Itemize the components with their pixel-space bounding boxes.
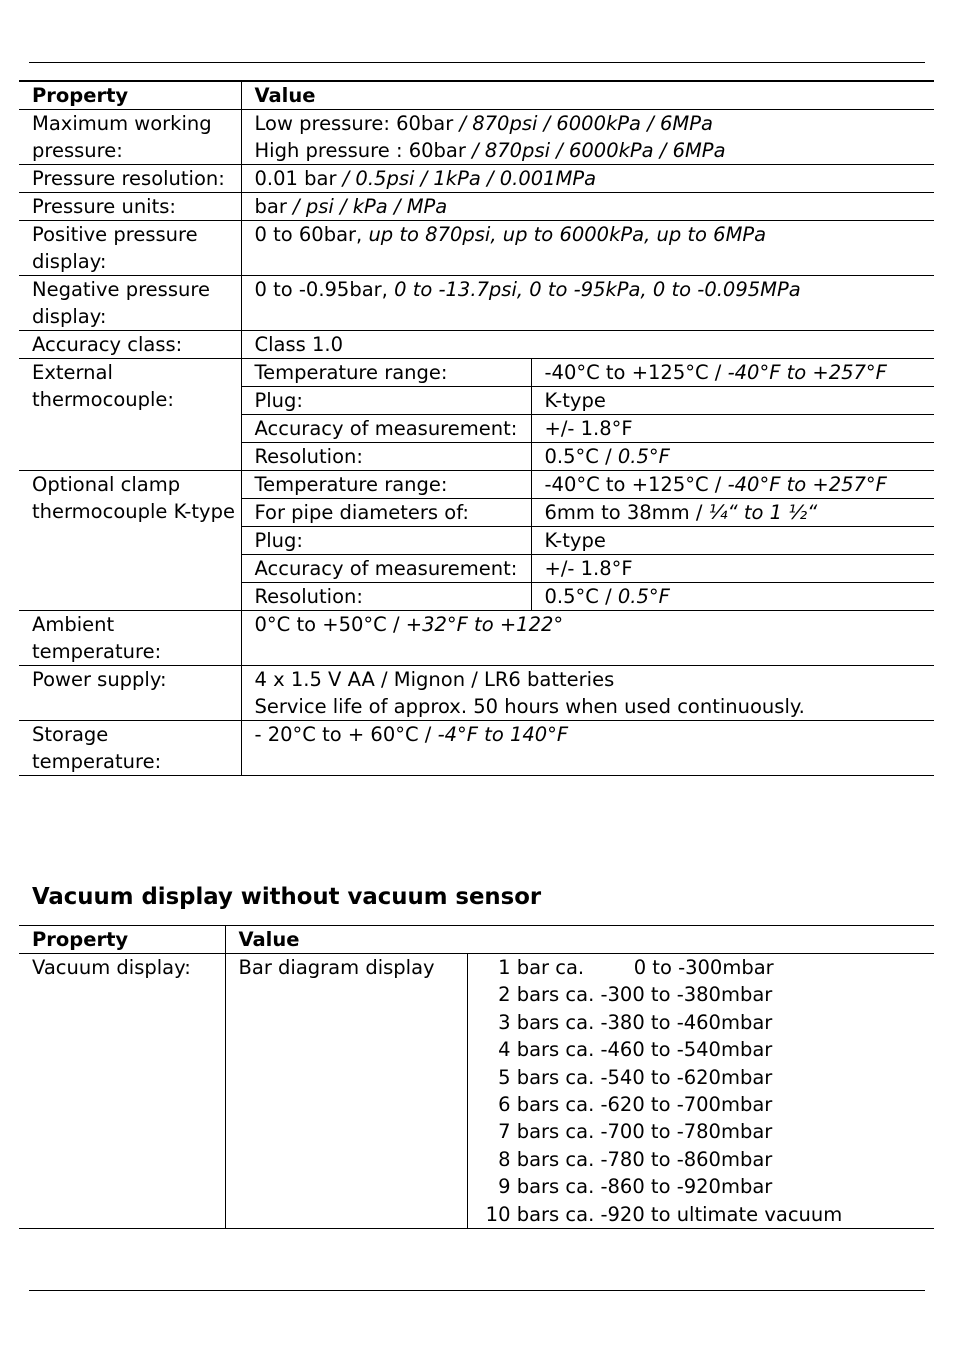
vacuum-table-header-row: [19, 926, 934, 954]
specifications-table: [19, 80, 934, 776]
sub-label: For pipe diameters of:: [241, 499, 531, 527]
bar-levels-list: [481, 954, 935, 1228]
value-imperial-text: 0 to -13.7psi, 0 to -95kPa, 0 to -0.095MPa: [387, 278, 801, 301]
sub-value-text: -40°C to +125°C /: [544, 361, 722, 384]
value-line: [255, 276, 935, 303]
value-cell: [241, 721, 934, 776]
bar-range: bars ca. -460 to -540mbar: [510, 1038, 773, 1062]
value-line: [255, 331, 935, 358]
vacuum-header-property: Property: [19, 926, 225, 954]
external-thermocouple-property: External thermocouple:: [19, 359, 241, 471]
bar-level-item: [481, 981, 935, 1008]
table-row: [19, 276, 934, 331]
sub-value: [531, 555, 934, 583]
value-text: 4 x 1.5 V AA / Mignon / LR6 batteries: [254, 668, 615, 691]
bar-count: 7: [498, 1120, 511, 1144]
clamp-thermocouple-property: Optional clamp thermocouple K-type: [19, 471, 241, 611]
value-text: - 20°C to + 60°C /: [254, 723, 432, 746]
bar-range: bars ca. -700 to -780mbar: [510, 1120, 773, 1144]
header-property: Property: [19, 81, 241, 110]
value-line: [255, 666, 935, 693]
vacuum-table: [19, 925, 934, 1229]
bar-range: bar ca. 0 to -300mbar: [510, 956, 774, 979]
bar-level-item: [481, 1009, 935, 1036]
value-line: [255, 693, 935, 720]
vacuum-row: [19, 954, 934, 1229]
sub-label: Resolution:: [241, 583, 531, 611]
vacuum-section-heading: Vacuum display without vacuum sensor: [32, 884, 542, 910]
value-line: [255, 611, 935, 638]
bar-count: 1: [498, 956, 511, 979]
sub-value: [531, 443, 934, 471]
table-row: [19, 611, 934, 666]
table-row: [19, 110, 934, 165]
bar-count: 6: [498, 1093, 511, 1117]
sub-label: Accuracy of measurement:: [241, 415, 531, 443]
value-cell: [241, 221, 934, 276]
sub-value-imperial-text: -40°F to +257°F: [721, 361, 887, 384]
sub-label: Resolution:: [241, 443, 531, 471]
sub-value-text: 0.5°C /: [544, 445, 612, 468]
sub-value: [531, 527, 934, 555]
top-rule: [29, 62, 925, 63]
value-text: bar: [254, 195, 287, 218]
sub-value-imperial-text: 0.5°F: [611, 585, 670, 608]
sub-value-text: +/- 1.8°F: [544, 557, 633, 580]
bar-range: bars ca. -300 to -380mbar: [510, 983, 773, 1007]
property-cell: Pressure resolution:: [19, 165, 241, 193]
value-line: [255, 137, 935, 164]
table-row: [19, 221, 934, 276]
bar-count: 5: [498, 1065, 511, 1089]
bar-level-item: [481, 1146, 935, 1173]
bar-count: 4: [498, 1038, 511, 1062]
value-imperial-text: +32°F to +122°: [399, 613, 564, 636]
value-cell: [241, 611, 934, 666]
bar-level-item: [481, 1091, 935, 1118]
sub-value: [531, 499, 934, 527]
bar-range: bars ca. -920 to ultimate vacuum: [510, 1202, 843, 1226]
value-cell: [241, 165, 934, 193]
bar-level-item: [481, 1036, 935, 1063]
value-text: High pressure : 60bar: [254, 139, 466, 162]
property-cell: Ambient temperature:: [19, 611, 241, 666]
property-cell: Accuracy class:: [19, 331, 241, 359]
bar-level-item: [481, 1173, 935, 1200]
value-imperial-text: / 0.5psi / 1kPa / 0.001MPa: [336, 167, 597, 190]
value-text: Class 1.0: [254, 333, 344, 356]
property-cell: Negative pressure display:: [19, 276, 241, 331]
value-text: 0 to -0.95bar,: [254, 278, 388, 301]
sub-value-text: 0.5°C /: [544, 585, 612, 608]
value-line: [255, 165, 935, 192]
value-text: Low pressure: 60bar: [254, 112, 454, 135]
vacuum-header-value: Value: [238, 928, 300, 951]
bar-range: bars ca. -380 to -460mbar: [510, 1010, 773, 1034]
sub-value-imperial-text: -40°F to +257°F: [721, 473, 887, 496]
sub-label: Accuracy of measurement:: [241, 555, 531, 583]
table-row: [19, 331, 934, 359]
sub-value-text: 6mm to 38mm /: [544, 501, 703, 524]
sub-label: Temperature range:: [241, 359, 531, 387]
value-line: [255, 110, 935, 137]
bar-level-item: [481, 1118, 935, 1145]
value-imperial-text: up to 870psi, up to 6000kPa, up to 6MPa: [362, 223, 767, 246]
value-cell: [241, 666, 934, 721]
property-cell: Maximum working pressure:: [19, 110, 241, 165]
value-cell: [241, 193, 934, 221]
table-row: [19, 193, 934, 221]
sub-value: [531, 471, 934, 499]
sub-value-imperial-text: 0.5°F: [611, 445, 670, 468]
bar-count: 8: [498, 1147, 511, 1171]
value-imperial-text: -4°F to 140°F: [431, 723, 569, 746]
sub-value-text: +/- 1.8°F: [544, 417, 633, 440]
bar-count: 3: [498, 1010, 511, 1034]
value-line: [255, 721, 935, 748]
bar-range: bars ca. -860 to -920mbar: [510, 1175, 773, 1199]
value-text: Service life of approx. 50 hours when used continuously.: [254, 695, 805, 718]
sub-label: Plug:: [241, 527, 531, 555]
sub-value: [531, 583, 934, 611]
property-cell: Positive pressure display:: [19, 221, 241, 276]
property-cell: Storage temperature:: [19, 721, 241, 776]
header-value: Value: [254, 84, 316, 107]
bar-range: bars ca. -620 to -700mbar: [510, 1093, 773, 1117]
sub-label: Temperature range:: [241, 471, 531, 499]
sub-value: [531, 415, 934, 443]
sub-value-text: K-type: [544, 389, 606, 412]
value-cell: [241, 331, 934, 359]
bar-level-item: [481, 954, 935, 981]
value-imperial-text: / 870psi / 6000kPa / 6MPa: [465, 139, 726, 162]
value-imperial-text: / 870psi / 6000kPa / 6MPa: [453, 112, 713, 135]
sub-value: [531, 387, 934, 415]
value-text: 0 to 60bar,: [254, 223, 363, 246]
bar-count: 10: [485, 1202, 511, 1226]
property-cell: Power supply:: [19, 666, 241, 721]
external-thermocouple-subrow: [19, 359, 934, 387]
value-imperial-text: / psi / kPa / MPa: [286, 195, 448, 218]
clamp-thermocouple-subrow: [19, 471, 934, 499]
sub-label: Plug:: [241, 387, 531, 415]
table-header-row: [19, 81, 934, 110]
bar-range: bars ca. -780 to -860mbar: [510, 1147, 773, 1171]
vacuum-property: Vacuum display:: [19, 954, 225, 1229]
value-cell: [241, 110, 934, 165]
vacuum-bars-cell: [467, 954, 934, 1229]
table-row: [19, 721, 934, 776]
sub-value-imperial-text: ¼“ to 1 ½“: [702, 501, 818, 524]
property-cell: Pressure units:: [19, 193, 241, 221]
value-cell: [241, 276, 934, 331]
table-row: [19, 165, 934, 193]
value-text: 0.01 bar: [254, 167, 337, 190]
table-row: [19, 666, 934, 721]
bar-level-item: [481, 1201, 935, 1228]
bar-range: bars ca. -540 to -620mbar: [510, 1065, 773, 1089]
bar-count: 9: [498, 1175, 511, 1199]
sub-value-text: K-type: [544, 529, 606, 552]
bottom-rule: [29, 1290, 925, 1291]
value-line: [255, 221, 935, 248]
value-line: [255, 193, 935, 220]
sub-value-text: -40°C to +125°C /: [544, 473, 722, 496]
value-text: 0°C to +50°C /: [254, 613, 400, 636]
bar-count: 2: [498, 983, 511, 1007]
vacuum-mode: Bar diagram display: [225, 954, 467, 1229]
sub-value: [531, 359, 934, 387]
bar-level-item: [481, 1064, 935, 1091]
